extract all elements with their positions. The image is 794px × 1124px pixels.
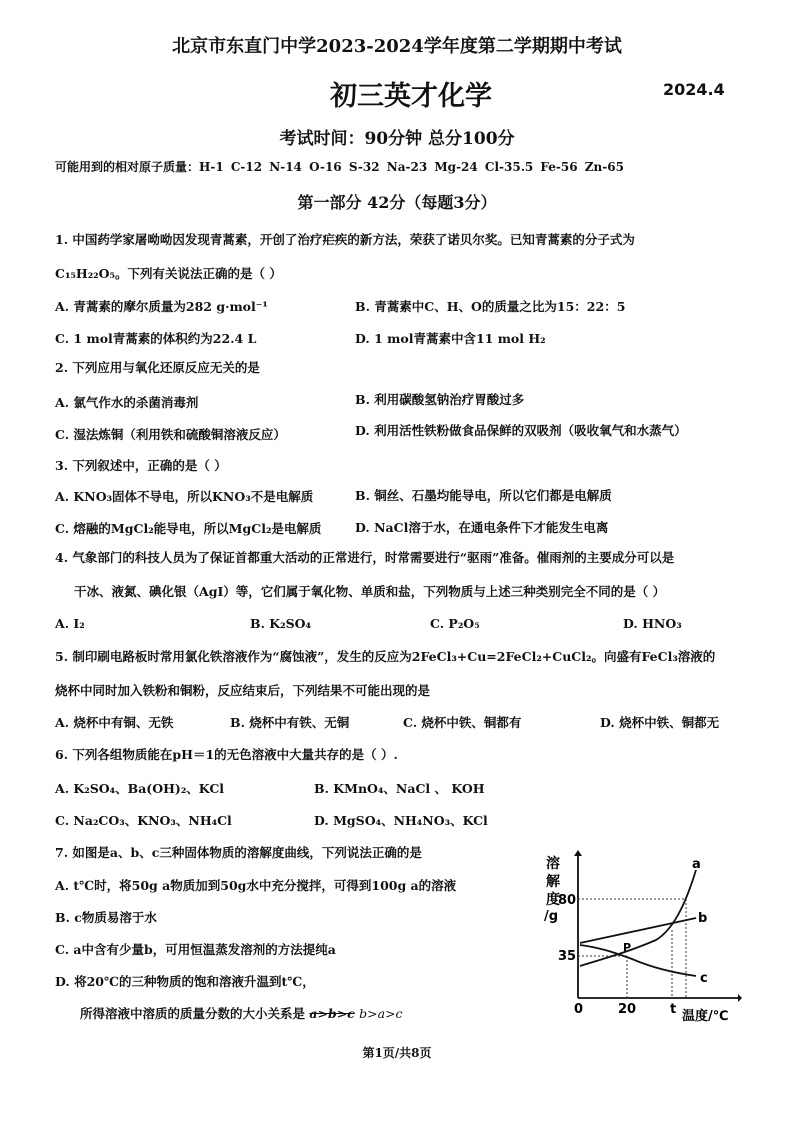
q4-stem-cont: 干冰、液氮、碘化银（AgI）等，它们属于氧化物、单质和盐，下列物质与上述三种类别完全不同的是（ ） [74,584,666,599]
q5-stem: 5. 制印刷电路板时常用氯化铁溶液作为“腐蚀液”，发生的反应为2FeCl₃+Cu=2FeCl₂+CuCl₂。向盛有FeCl₃溶液的 [55,649,716,664]
q7-option-c: C. a中含有少量b，可用恒温蒸发溶剂的方法提纯a [55,942,336,957]
q1-option-d: D. 1 mol青蒿素中含11 mol H₂ [355,331,546,346]
tick-0: 0 [574,1002,584,1017]
q5-stem-cont: 烧杯中同时加入铁粉和铜粉，反应结束后，下列结果不可能出现的是 [55,683,431,698]
ylabel-4: /g [544,909,559,924]
q2-option-d: D. 利用活性铁粉做食品保鲜的双吸剂（吸收氧气和水蒸气） [355,423,687,438]
q1-option-c: C. 1 mol青蒿素的体积约为22.4 L [55,331,257,346]
x-axis-arrow [738,994,742,1002]
q5-option-c: C. 烧杯中铁、铜都有 [403,715,522,730]
q1-option-b: B. 青蒿素中C、H、O的质量之比为15：22：5 [355,299,626,314]
q2-option-b: B. 利用碳酸氢钠治疗胃酸过多 [355,392,525,407]
q5-option-b: B. 烧杯中有铁、无铜 [230,715,350,730]
point-p: P [623,941,632,954]
q7-option-d: D. 将20℃的三种物质的饱和溶液升温到t℃， [55,974,315,989]
solubility-graph [528,848,742,1024]
label-a: a [692,857,701,872]
q4-stem: 4. 气象部门的科技人员为了保证首都重大活动的正常进行，时常需要进行“驱雨”准备。催雨剂的主要成分可以是 [55,550,675,565]
tick-35: 35 [558,949,577,964]
q4-option-a: A. I₂ [55,616,85,631]
q7-option-b: B. c物质易溶于水 [55,910,157,925]
ylabel-2: 解 [546,874,560,890]
school-title: 北京市东直门中学2023-2024学年度第二学期期中考试 [172,36,622,57]
q4-option-b: B. K₂SO₄ [250,616,311,631]
q5-option-d: D. 烧杯中铁、铜都无 [600,715,720,730]
q6-option-d: D. MgSO₄、NH₄NO₃、KCl [314,813,488,828]
ylabel-1: 溶 [546,856,560,872]
q7-stem: 7. 如图是a、b、c三种固体物质的溶解度曲线，下列说法正确的是 [55,845,422,860]
handwritten-answer: b>a>c [359,1006,403,1021]
tick-t: t [670,1002,677,1017]
q6-option-b: B. KMnO₄、NaCl 、 KOH [314,781,485,796]
q6-option-a: A. K₂SO₄、Ba(OH)₂、KCl [55,781,225,796]
crossed-answer: a>b>c [309,1006,355,1021]
q6-stem: 6. 下列各组物质能在pH＝1的无色溶液中大量共存的是（ ）. [55,747,398,762]
q1-stem-cont: C₁₅H₂₂O₅。下列有关说法正确的是（ ） [55,266,282,281]
q4-option-c: C. P₂O₅ [430,616,480,631]
q3-option-c: C. 熔融的MgCl₂能导电，所以MgCl₂是电解质 [55,521,322,536]
q4-option-d: D. HNO₃ [623,616,682,631]
q7-option-a: A. t℃时，将50g a物质加到50g水中充分搅拌，可得到100g a的溶液 [55,878,457,893]
part1-heading: 第一部分 42分（每题3分） [297,193,497,212]
q7-option-d-cont-text: 所得溶液中溶质的质量分数的大小关系是 [80,1006,306,1021]
atomic-masses: 可能用到的相对原子质量：H-1 C-12 N-14 O-16 S-32 Na-23 Mg-24 Cl-35.5 Fe-56 Zn-65 [55,160,624,174]
q3-option-b: B. 铜丝、石墨均能导电，所以它们都是电解质 [355,488,612,503]
q2-stem: 2. 下列应用与氧化还原反应无关的是 [55,360,260,375]
q6-option-c: C. Na₂CO₃、KNO₃、NH₄Cl [55,813,232,828]
tick-20: 20 [618,1002,637,1017]
q3-option-d: D. NaCl溶于水，在通电条件下才能发生电离 [355,520,609,535]
q5-option-a: A. 烧杯中有铜、无铁 [55,715,174,730]
q3-option-a: A. KNO₃固体不导电，所以KNO₃不是电解质 [55,489,314,504]
y-axis-arrow [574,850,582,856]
q2-option-a: A. 氯气作水的杀菌消毒剂 [55,395,199,410]
page-footer: 第1页/共8页 [362,1046,432,1060]
label-c: c [700,971,708,986]
q1-stem: 1. 中国药学家屠呦呦因发现青蒿素，开创了治疗疟疾的新方法，荣获了诺贝尔奖。已知青蒿素的分子式为 [55,232,635,247]
tick-80: 80 [558,893,577,908]
xlabel: 温度/℃ [682,1009,729,1024]
exam-date: 2024.4 [663,80,725,99]
subject-title: 初三英才化学 [330,81,492,112]
q7-option-d-cont [80,1004,403,1022]
q1-option-a: A. 青蒿素的摩尔质量为282 g·mol⁻¹ [55,299,268,314]
q2-option-c: C. 湿法炼铜（利用铁和硫酸铜溶液反应） [55,427,286,442]
curve-a [580,870,696,966]
label-b: b [698,911,708,926]
ylabel-3: 度 [546,892,560,908]
exam-time: 考试时间：90分钟 总分100分 [279,129,515,149]
curve-b [580,918,696,943]
q3-stem: 3. 下列叙述中，正确的是（ ） [55,458,227,473]
